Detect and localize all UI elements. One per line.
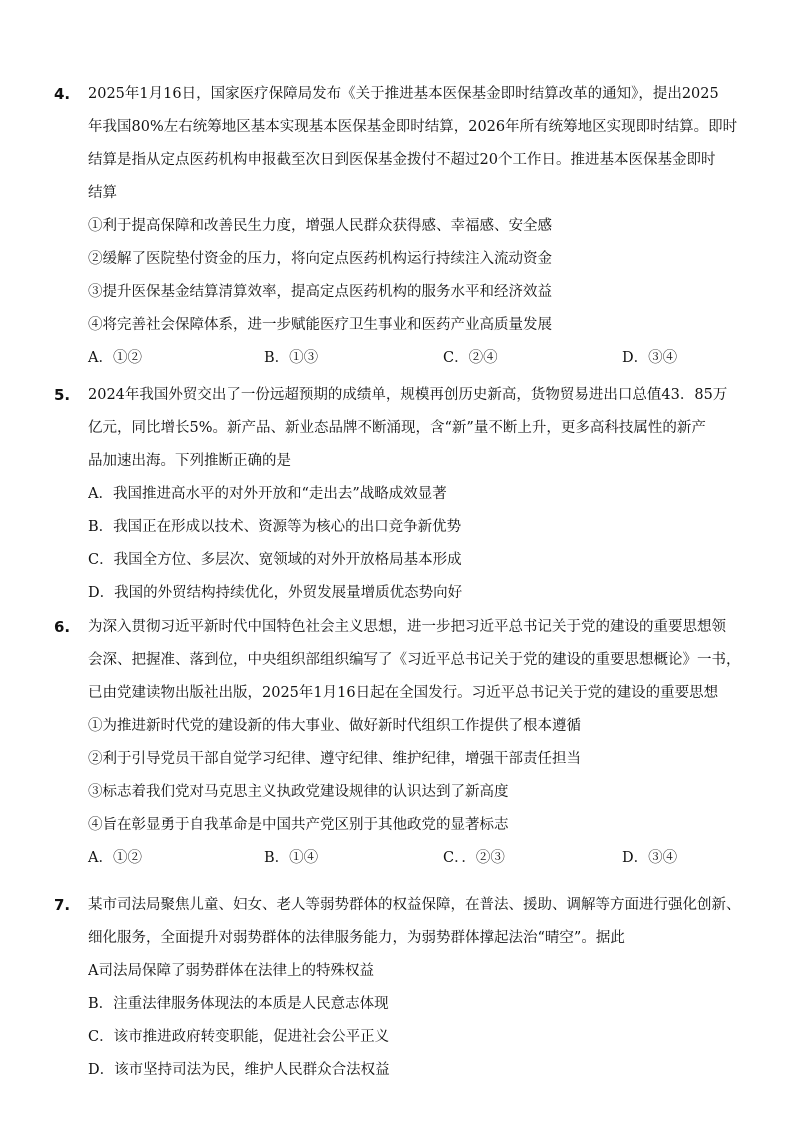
statement-2: ②利于引导党员干部自觉学习纪律、遵守纪律、维护纪律，增强干部责任担当 — [88, 751, 581, 767]
question-stem-line: 品加速出海。下列推断正确的是 — [88, 453, 291, 469]
question-stem-line: 会深、把握准、落到位，中央组织部组织编写了《习近平总书记关于党的建设的重要思想概论》一书， — [88, 652, 741, 668]
question-stem-line: 2024年我国外贸交出了一份远超预期的成绩单，规模再创历史新高，货物贸易进出口总值43．85万 — [88, 387, 728, 403]
question-stem-line: 结算是指从定点医药机构申报截至次日到医保基金拨付不超过20个工作日。推进基本医保基金即时 — [88, 152, 716, 168]
choice-c[interactable]: C．该市推进政府转变职能，促进社会公平正义 — [88, 1029, 390, 1045]
question-stem-line: 年我国80%左右统筹地区基本实现基本医保基金即时结算，2026年所有统筹地区实现即时结算。即时 — [88, 119, 738, 135]
choice-d[interactable]: D．我国的外贸结构持续优化，外贸发展量增质优态势向好 — [88, 585, 463, 601]
option-a[interactable]: A．①② — [88, 850, 142, 866]
question-stem-line: 某市司法局聚焦儿童、妇女、老人等弱势群体的权益保障，在普法、援助、调解等方面进行强化创新、 — [88, 897, 741, 913]
question-stem-line: 2025年1月16日，国家医疗保障局发布《关于推进基本医保基金即时结算改革的通知》，提出2025 — [88, 86, 719, 102]
option-d[interactable]: D．③④ — [622, 350, 678, 366]
statement-1: ①为推进新时代党的建设新的伟大事业、做好新时代组织工作提供了根本遵循 — [88, 718, 581, 734]
question-stem-line: 为深入贯彻习近平新时代中国特色社会主义思想，进一步把习近平总书记关于党的建设的重要思想领 — [88, 619, 726, 635]
option-c[interactable]: C．②④ — [443, 350, 498, 366]
option-d[interactable]: D．③④ — [622, 850, 678, 866]
statement-4: ④旨在彰显勇于自我革命是中国共产党区别于其他政党的显著标志 — [88, 817, 509, 833]
question-stem-line: 细化服务，全面提升对弱势群体的法律服务能力，为弱势群体撑起法治“晴空”。据此 — [88, 930, 625, 946]
statement-1: ①利于提高保障和改善民生力度，增强人民群众获得感、幸福感、安全感 — [88, 218, 552, 234]
question-number: 6. — [54, 618, 71, 636]
question-number: 7. — [54, 896, 71, 914]
option-c[interactable]: C．．②③ — [443, 850, 505, 866]
question-stem-line: 已由党建读物出版社出版，2025年1月16日起在全国发行。习近平总书记关于党的建设的重要思想 — [88, 685, 719, 701]
option-b[interactable]: B．①④ — [264, 850, 319, 866]
choice-b[interactable]: B．我国正在形成以技术、资源等为核心的出口竞争新优势 — [88, 519, 462, 535]
choice-c[interactable]: C．我国全方位、多层次、宽领域的对外开放格局基本形成 — [88, 552, 462, 568]
choice-d[interactable]: D．该市坚持司法为民，维护人民群众合法权益 — [88, 1062, 390, 1078]
choice-a[interactable]: A司法局保障了弱势群体在法律上的特殊权益 — [88, 963, 374, 979]
statement-4: ④将完善社会保障体系，进一步赋能医疗卫生事业和医药产业高质量发展 — [88, 317, 552, 333]
option-a[interactable]: A．①② — [88, 350, 142, 366]
option-b[interactable]: B．①③ — [264, 350, 319, 366]
choice-a[interactable]: A．我国推进高水平的对外开放和“走出去”战略成效显著 — [88, 486, 447, 502]
statement-3: ③提升医保基金结算清算效率，提高定点医药机构的服务水平和经济效益 — [88, 284, 552, 300]
question-stem-line: 结算 — [88, 185, 117, 201]
question-number: 5. — [54, 386, 71, 404]
choice-b[interactable]: B．注重法律服务体现法的本质是人民意志体现 — [88, 996, 389, 1012]
question-number: 4. — [54, 85, 71, 103]
question-stem-line: 亿元，同比增长5%。新产品、新业态品牌不断涌现，含“新”量不断上升，更多高科技属性的新产 — [88, 420, 706, 436]
statement-3: ③标志着我们党对马克思主义执政党建设规律的认识达到了新高度 — [88, 784, 509, 800]
statement-2: ②缓解了医院垫付资金的压力，将向定点医药机构运行持续注入流动资金 — [88, 251, 552, 267]
